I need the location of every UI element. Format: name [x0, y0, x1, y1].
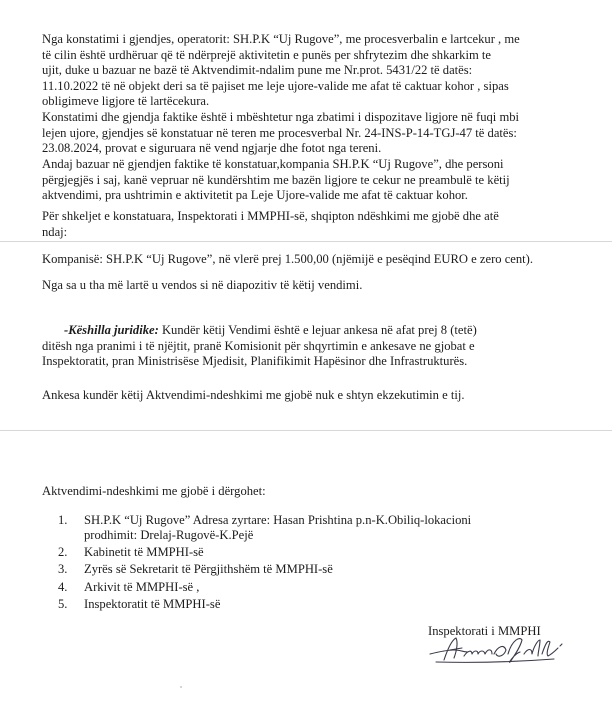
- findings-line: lejen ujore, gjendjes së konstatuar në teren me procesverbal Nr. 24-INS-P-14-TGJ-47 të datës:: [42, 125, 517, 140]
- intro-paragraph: [42, 32, 594, 110]
- handwritten-signature: [424, 632, 574, 666]
- violation-line: aktvendimi, pra ushtrimin e aktivitetit pa Leje Ujore-valide me afat të caktuar kohor.: [42, 188, 468, 203]
- item-number: 4.: [58, 579, 68, 594]
- intro-line: të cilin është urdhëruar që të ndërprejë aktivitetin e punës per shfrytezim dhe shkarkim te: [42, 47, 492, 62]
- divider: [0, 430, 612, 431]
- signature-title: Inspektorati i MMPHI: [428, 624, 541, 638]
- distribution-item: [58, 513, 558, 544]
- intro-line: obligimeve ligjore të lartëcekura.: [42, 94, 210, 109]
- findings-line: 23.08.2024, provat e siguruara në vend ngjarje dhe fotot nga tereni.: [42, 141, 382, 156]
- legal-advice-text: Kundër këtij Vendimi është e lejuar ankesa në afat prej 8 (tetë): [158, 323, 477, 337]
- item-text: Inspektoratit të MMPHI-së: [84, 597, 221, 612]
- item-text: SH.P.K “Uj Rugove” Adresa zyrtare: Hasan Prishtina p.n-K.Obiliq-lokacioni: [84, 513, 472, 527]
- penalty-line: Kompanisë: SH.P.K “Uj Rugove”, në vlerë prej 1.500,00 (njëmijë e pesëqind EURO e zero cent).: [42, 252, 534, 266]
- penalty-paragraph: [42, 252, 594, 268]
- divider: [0, 241, 612, 242]
- legal-advice-line: [42, 323, 594, 339]
- distribution-item: [58, 580, 558, 595]
- distribution-list: [58, 513, 558, 612]
- distribution-item: [58, 562, 558, 577]
- violation-paragraph: [42, 157, 594, 204]
- item-number: 3.: [58, 562, 68, 577]
- scan-speck: [180, 686, 182, 688]
- penalty-intro-line: Për shkeljet e konstatuara, Inspektorati i MMPHI-së, shqipton ndëshkimi me gjobë dhe atë: [42, 209, 499, 223]
- penalty-intro-paragraph: [42, 209, 594, 240]
- legal-advice-line: Inspektoratit, pran Ministrisëse Mjedisit, Planifikimit Hapësinor dhe Infrastrukturës.: [42, 354, 468, 369]
- appeal-note-paragraph: [42, 388, 594, 404]
- intro-line: Nga konstatimi i gjendjes, operatorit: SH.P.K “Uj Rugove”, me procesverbalin e lartcekur , me: [42, 32, 520, 46]
- distribution-title-text: Aktvendimi-ndeshkimi me gjobë i dërgohet:: [42, 484, 266, 498]
- item-number: 5.: [58, 597, 68, 612]
- findings-line: Konstatimi dhe gjendja faktike është i mbështetur nga zbatimi i dispozitave ligjore në fuqi mbi: [42, 110, 520, 124]
- appeal-note-line: Ankesa kundër këtij Aktvendimi-ndeshkimi me gjobë nuk e shtyn ekzekutimin e tij.: [42, 388, 465, 402]
- distribution-title: [42, 484, 594, 500]
- legal-advice-line: ditësh nga pranimi i të njëjtit, pranë Komisionit për shqyrtimin e ankesave ne gjobat e: [42, 338, 475, 353]
- item-text: Zyrës së Sekretarit të Përgjithshëm të MMPHI-së: [84, 562, 333, 577]
- item-text: Kabinetit të MMPHI-së: [84, 544, 204, 559]
- legal-advice-heading: -Këshilla juridike:: [64, 323, 159, 337]
- violation-line: përgjegjës i saj, kanë vepruar në kundërshtim me bazën ligjore te cekur ne preambulë te këtij: [42, 172, 510, 187]
- slide-note-paragraph: [42, 278, 594, 294]
- slide-note-line: Nga sa u tha më lartë u vendos si në diapozitiv të këtij vendimi.: [42, 278, 363, 292]
- violation-line: Andaj bazuar në gjendjen faktike të konstatuar,kompania SH.P.K “Uj Rugove”, dhe personi: [42, 157, 504, 171]
- distribution-item: [58, 597, 558, 612]
- item-text: Arkivit të MMPHI-së ,: [84, 579, 200, 594]
- item-text: prodhimit: Drelaj-Rugovë-K.Pejë: [84, 528, 254, 543]
- findings-paragraph: [42, 110, 594, 157]
- penalty-intro-line: ndaj:: [42, 224, 68, 239]
- intro-line: ujit, duke u bazuar ne bazë të Aktvendimit-ndalim pune me Nr.prot. 5431/22 të datës:: [42, 63, 473, 78]
- distribution-item: [58, 545, 558, 560]
- intro-line: 11.10.2022 të në objekt deri sa të pajiset me leje ujore-valide me afat të caktuar kohor , sipas: [42, 78, 509, 93]
- item-number: 1.: [58, 513, 68, 527]
- legal-advice-paragraph: [42, 323, 594, 370]
- item-number: 2.: [58, 544, 68, 559]
